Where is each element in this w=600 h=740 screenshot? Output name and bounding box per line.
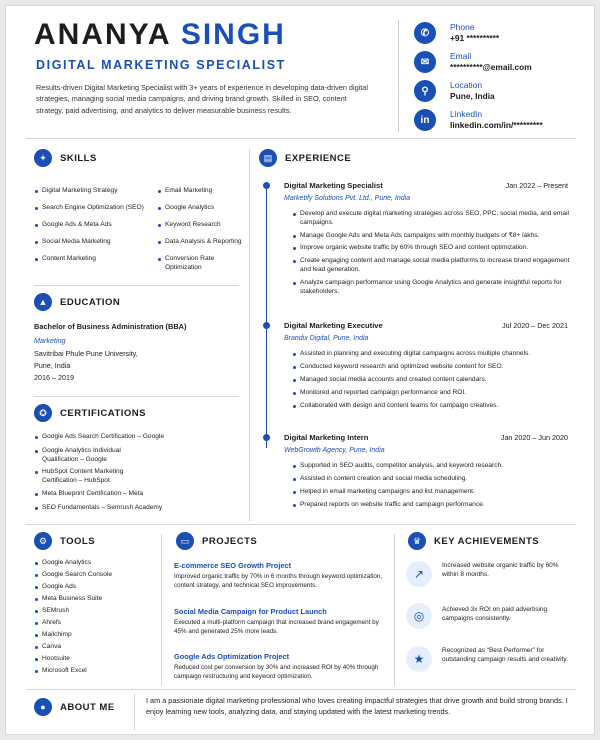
linkedin-icon: in xyxy=(414,109,436,131)
job-point: Monitored and reported campaign performance and ROI. xyxy=(300,389,570,398)
contact-label: Location xyxy=(450,80,483,90)
skill-item: Data Analysis & Reporting xyxy=(165,238,245,247)
contact-value[interactable]: linkedin.com/in/********* xyxy=(450,120,543,130)
achievements-heading xyxy=(408,532,578,554)
middle-rule xyxy=(26,524,576,525)
job-company: Brandix Digital, Pune, India xyxy=(284,335,369,342)
tool-item: Meta Business Suite xyxy=(42,595,152,604)
project-title: E-commerce SEO Growth Project xyxy=(174,561,292,570)
header-divider xyxy=(398,20,399,132)
tool-item: Canva xyxy=(42,643,152,652)
timeline-dot xyxy=(263,182,270,189)
contact-value: Pune, India xyxy=(450,91,495,101)
job-point: Assisted in content creation and social media scheduling. xyxy=(300,475,570,484)
project-title: Social Media Campaign for Product Launch xyxy=(174,607,327,616)
skill-item: Google Analytics xyxy=(165,204,245,213)
achievement-text: Increased website organic traffic by 60% within 8 months. xyxy=(442,562,559,579)
section-title: PROJECTS xyxy=(202,536,258,547)
section-title: EDUCATION xyxy=(60,297,121,308)
section-title: TOOLS xyxy=(60,536,96,547)
section-title: SKILLS xyxy=(60,153,97,164)
tool-item: Google Ads xyxy=(42,583,152,592)
skill-item: Google Ads & Meta Ads xyxy=(42,221,152,230)
skill-item: Keyword Research xyxy=(165,221,245,230)
briefcase-icon: ▤ xyxy=(259,149,277,167)
candidate-name xyxy=(34,18,286,51)
job-point: Conducted keyword research and optimized website content for SEO. xyxy=(300,363,570,372)
header-rule xyxy=(26,138,576,139)
job-role: Digital Marketing Executive xyxy=(284,321,383,330)
summary-text: Results-driven Digital Marketing Specialist with 3+ years of experience in developing data-driven digital strategies, managing social media campaigns, and driving brand growth. Skilled in SEO, content strategy, paid advertising, and analytics to deliver measurable business results. xyxy=(36,83,368,115)
job-point: Analyze campaign performance using Google Analytics and generate insightful reports for stakeholders. xyxy=(300,279,570,297)
folder-icon: ▭ xyxy=(176,532,194,550)
job-role: Digital Marketing Intern xyxy=(284,433,369,442)
education-place: Pune, India xyxy=(34,361,71,370)
contact-email xyxy=(414,51,589,77)
certification-item: Google Ads Search Certification – Google xyxy=(42,433,222,442)
about-heading xyxy=(34,698,134,720)
timeline-dot xyxy=(263,322,270,329)
tool-item: Microsoft Excel xyxy=(42,667,152,676)
contact-value: +91 ********** xyxy=(450,33,500,43)
education-heading xyxy=(34,293,234,315)
contact-linkedin xyxy=(414,109,589,135)
skills-rule xyxy=(34,285,239,286)
experience-heading xyxy=(259,149,559,171)
job-point: Supported in SEO audits, competitor analysis, and keyword research. xyxy=(300,462,570,471)
growth-chart-icon: ↗ xyxy=(406,561,432,587)
education-major: Marketing xyxy=(34,336,66,345)
education-school: Savitribai Phule Pune University, xyxy=(34,349,138,358)
skill-item: Conversion Rate Optimization xyxy=(165,255,237,273)
column-divider xyxy=(249,149,250,521)
achievement-text: Achieved 3x ROI on paid advertising campaigns consistently. xyxy=(442,606,548,623)
tools-heading xyxy=(34,532,154,554)
job-company: WebGrowth Agency, Pune, India xyxy=(284,447,385,454)
wrench-icon: ⚙ xyxy=(34,532,52,550)
contact-label: Phone xyxy=(450,22,475,32)
trophy-icon: ♛ xyxy=(408,532,426,550)
education-years: 2016 – 2019 xyxy=(34,373,74,382)
contact-label: LinkedIn xyxy=(450,109,483,119)
column-divider xyxy=(134,694,135,730)
user-icon: ● xyxy=(34,698,52,716)
job-point: Assisted in planning and executing digital campaigns across multiple channels. xyxy=(300,350,570,359)
job-dates: Jul 2020 – Dec 2021 xyxy=(502,321,568,330)
certification-item: SEO Fundamentals – Semrush Academy xyxy=(42,504,222,513)
column-divider xyxy=(394,534,395,686)
education-rule xyxy=(34,396,239,397)
contact-location xyxy=(414,80,589,106)
job-point: Prepared reports on website traffic and campaign performance. xyxy=(300,501,570,510)
job-point: Helped in email marketing campaigns and list management. xyxy=(300,488,570,497)
first-name: ANANYA xyxy=(34,18,171,51)
certification-item: Google Analytics Individual Qualification – Google xyxy=(42,447,152,465)
job-dates: Jan 2022 – Present xyxy=(505,181,568,190)
resume-page xyxy=(5,5,595,735)
column-divider xyxy=(161,534,162,686)
skill-item: Email Marketing xyxy=(165,187,245,196)
job-point: Create engaging content and manage social media platforms to increase brand engagement and lead generation. xyxy=(300,257,570,273)
project-title: Google Ads Optimization Project xyxy=(174,652,290,661)
tool-item: SEMrush xyxy=(42,607,152,616)
skills-heading xyxy=(34,149,234,171)
brain-icon: ✦ xyxy=(34,149,52,167)
section-title: EXPERIENCE xyxy=(285,153,352,164)
section-title: CERTIFICATIONS xyxy=(60,408,146,419)
education-degree: Bachelor of Business Administration (BBA) xyxy=(34,322,187,331)
contact-phone xyxy=(414,22,589,48)
project-desc: Executed a multi-platform campaign that increased brand engagement by 45% and generated 25% more leads. xyxy=(174,619,379,635)
award-icon: ✪ xyxy=(34,404,52,422)
about-text: I am a passionate digital marketing professional who loves creating impactful strategies that drive growth and build strong brands. I enjoy learning new tools, analyzing data, and staying updated with the latest marketing trends. xyxy=(146,696,568,716)
email-icon: ✉ xyxy=(414,51,436,73)
certification-item: Meta Blueprint Certification – Meta xyxy=(42,490,222,499)
job-role: Digital Marketing Specialist xyxy=(284,181,383,190)
section-title: KEY ACHIEVEMENTS xyxy=(434,536,540,547)
location-icon: ⚲ xyxy=(414,80,436,102)
job-title: DIGITAL MARKETING SPECIALIST xyxy=(36,58,286,72)
star-icon: ★ xyxy=(406,646,432,672)
job-point: Improve organic website traffic by 60% through SEO and content optimization. xyxy=(300,244,570,253)
certifications-heading xyxy=(34,404,234,426)
graduation-cap-icon: ▲ xyxy=(34,293,52,311)
tool-item: Google Analytics xyxy=(42,559,152,568)
job-point: Manage Google Ads and Meta Ads campaigns with monthly budgets of ₹8+ lakhs. xyxy=(300,232,570,241)
job-dates: Jan 2020 – Jun 2020 xyxy=(500,433,568,442)
target-icon: ◎ xyxy=(406,603,432,629)
phone-icon: ✆ xyxy=(414,22,436,44)
job-point: Develop and execute digital marketing strategies across SEO, PPC, social media, and email campaigns. xyxy=(300,210,570,226)
certification-item: HubSpot Content Marketing Certification – HubSpot xyxy=(42,468,152,486)
timeline-dot xyxy=(263,434,270,441)
bottom-rule xyxy=(26,689,576,690)
tool-item: Mailchimp xyxy=(42,631,152,640)
job-company: Marketify Solutions Pvt. Ltd., Pune, India xyxy=(284,195,411,202)
job-point: Managed social media accounts and created content calendars. xyxy=(300,376,570,385)
section-title: ABOUT ME xyxy=(60,702,115,713)
timeline-line xyxy=(266,186,267,448)
last-name: SINGH xyxy=(180,18,286,51)
project-desc: Improved organic traffic by 70% in 6 months through keyword optimization, content strategy, and technical SEO improvements. xyxy=(174,573,383,589)
achievement-text: Recognized as “Best Performer” for outstanding campaign results and creativity. xyxy=(442,647,568,664)
project-desc: Reduced cost per conversion by 30% and increased ROI by 40% through campaign restructuring and keyword optimization. xyxy=(174,664,379,680)
skill-item: Search Engine Optimization (SEO) xyxy=(42,204,162,213)
contact-label: Email xyxy=(450,51,472,61)
skill-item: Social Media Marketing xyxy=(42,238,152,247)
tool-item: Ahrefs xyxy=(42,619,152,628)
projects-heading xyxy=(176,532,376,554)
skill-item: Digital Marketing Strategy xyxy=(42,187,152,196)
tool-item: Google Search Console xyxy=(42,571,152,580)
job-point: Collaborated with design and content teams for campaign creatives. xyxy=(300,402,570,411)
contact-value[interactable]: **********@email.com xyxy=(450,62,532,72)
skill-item: Content Marketing xyxy=(42,255,152,264)
tool-item: Hootsuite xyxy=(42,655,152,664)
